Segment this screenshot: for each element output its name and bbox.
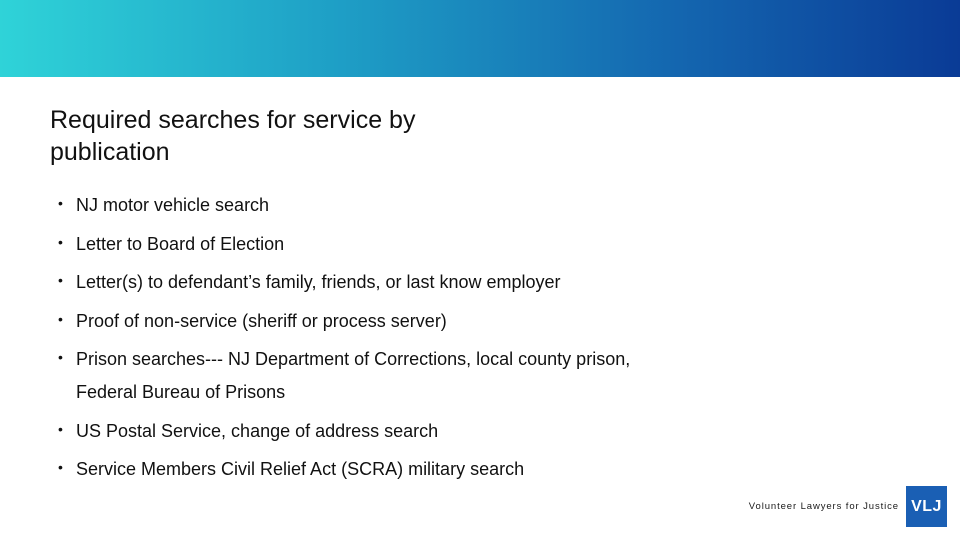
vlj-logo xyxy=(906,486,947,527)
bullet-item xyxy=(58,415,758,448)
bullet-item xyxy=(58,453,758,486)
bullet-item xyxy=(58,305,758,338)
bullet-item xyxy=(58,189,758,222)
slide-title: Required searches for service by publication xyxy=(50,106,416,166)
bullet-text: Letter(s) to defendant’s family, friends, or last know employer xyxy=(76,272,561,292)
bullet-text: US Postal Service, change of address search xyxy=(76,420,439,441)
bullet-item xyxy=(58,266,758,299)
bullet-list xyxy=(58,189,758,492)
footer-branding xyxy=(749,486,947,527)
bullet-text: Letter to Board of Election xyxy=(76,233,285,254)
bullet-marker: • xyxy=(58,459,63,475)
bullet-marker: • xyxy=(58,272,63,288)
bullet-marker: • xyxy=(58,349,63,365)
bullet-text: Service Members Civil Relief Act (SCRA) military search xyxy=(76,459,525,479)
bullet-marker: • xyxy=(58,195,63,211)
bullet-marker: • xyxy=(58,310,63,327)
header-gradient-band xyxy=(0,0,960,77)
organization-name: Volunteer Lawyers for Justice xyxy=(748,501,899,512)
bullet-text: NJ motor vehicle search xyxy=(76,195,270,215)
bullet-text: Proof of non-service (sheriff or process server) xyxy=(76,310,447,331)
bullet-text: Prison searches--- NJ Department of Corrections, local county prison, Federal Bureau of Prisons xyxy=(76,349,631,402)
bullet-marker: • xyxy=(58,420,63,437)
bullet-marker: • xyxy=(58,233,63,250)
logo-text: VLJ xyxy=(911,497,942,515)
bullet-item xyxy=(58,343,696,409)
bullet-item xyxy=(58,228,758,261)
